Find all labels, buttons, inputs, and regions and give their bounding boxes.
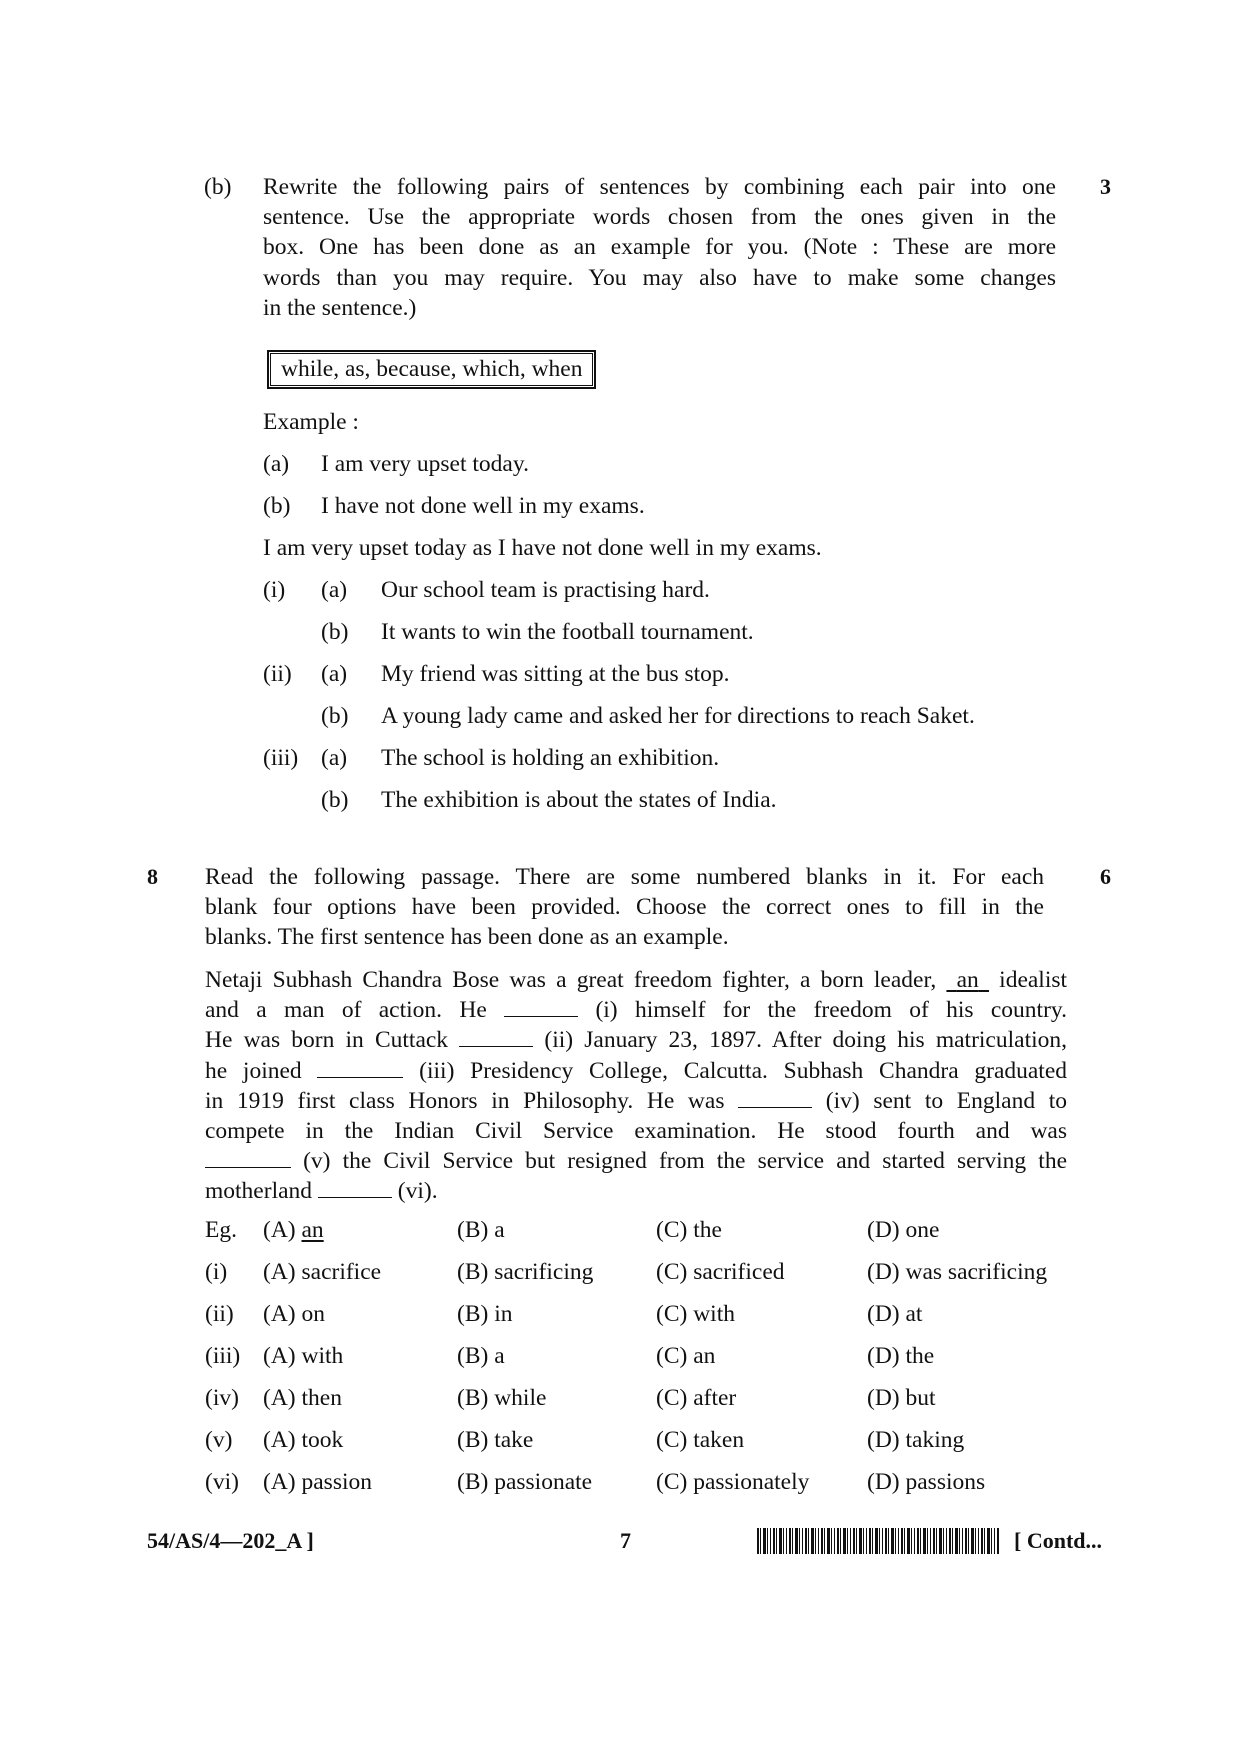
pair-b-text: The exhibition is about the states of India. (381, 787, 777, 813)
passage-text: (i) himself for the freedom of his country. (595, 997, 1068, 1024)
q7b-label: (b) (204, 174, 232, 200)
example-b-label: (b) (263, 493, 291, 519)
option-b: (B) passionate (457, 1469, 593, 1495)
option-a: (A) took (263, 1427, 344, 1453)
instruction-line: Read the following passage. There are some numbered blanks in it. For each (205, 864, 1044, 890)
page-number: 7 (620, 1528, 631, 1553)
example-answer: I am very upset today as I have not done well in my exams. (263, 535, 822, 561)
option-a: (A) an (263, 1217, 324, 1243)
option-d: (D) one (867, 1217, 940, 1243)
options-row (205, 1217, 1085, 1259)
option-b: (B) while (457, 1385, 547, 1411)
option-d: (D) was sacrificing (867, 1259, 1048, 1285)
instruction-line: box. One has been done as an example for you. (Note : These are more (263, 234, 1056, 261)
pair-a-label: (a) (321, 745, 348, 771)
option-number: (i) (205, 1259, 228, 1285)
passage-text: (vi). (397, 1178, 438, 1205)
option-a: (A) passion (263, 1469, 372, 1495)
passage-line (205, 1025, 1067, 1055)
option-number: Eg. (205, 1217, 237, 1243)
blank-iii (317, 1059, 403, 1078)
option-number: (vi) (205, 1469, 239, 1495)
example-label: Example : (263, 409, 359, 435)
passage-text: in 1919 first class Honors in Philosophy. He was (205, 1087, 725, 1114)
instruction-line: blank four options have been provided. Choose the correct ones to fill in the (205, 894, 1044, 921)
instruction-line: sentence. Use the appropriate words chosen from the ones given in the (263, 204, 1056, 231)
option-number: (ii) (205, 1301, 234, 1327)
blank-ii (459, 1028, 533, 1047)
blank-i (504, 998, 578, 1017)
option-c: (C) an (656, 1343, 716, 1369)
options-row (205, 1385, 1085, 1427)
passage-text: motherland (205, 1178, 313, 1205)
pair-number: (i) (263, 577, 286, 603)
options-table (205, 1217, 1085, 1511)
options-row (205, 1427, 1085, 1469)
pair-a-text: My friend was sitting at the bus stop. (381, 661, 730, 687)
option-c: (C) passionately (656, 1469, 810, 1495)
passage-text: and a man of action. He (205, 997, 487, 1024)
example-answer-blank: an (956, 967, 979, 993)
instruction-line: words than you may require. You may also have to make some changes (263, 264, 1056, 291)
pair-a-text: Our school team is practising hard. (381, 577, 710, 603)
passage-line: compete in the Indian Civil Service examination. He stood fourth and was (205, 1118, 1067, 1145)
q8-passage (205, 965, 1067, 1207)
blank-v (205, 1149, 291, 1168)
passage-text: idealist (999, 967, 1068, 993)
passage-line (205, 1056, 1067, 1086)
option-c: (C) after (656, 1385, 737, 1411)
passage-text: (iii) Presidency College, Calcutta. Subhash Chandra graduated (419, 1057, 1068, 1084)
option-b: (B) sacrificing (457, 1259, 594, 1285)
passage-line (205, 965, 1067, 995)
pair-number: (ii) (263, 661, 292, 687)
q8-number: 8 (147, 864, 158, 889)
pair-a-label: (a) (321, 661, 348, 687)
options-row (205, 1259, 1085, 1301)
option-a: (A) with (263, 1343, 344, 1369)
pair-a-text: The school is holding an exhibition. (381, 745, 720, 771)
passage-line (205, 1176, 1067, 1206)
option-d: (D) at (867, 1301, 923, 1327)
option-b: (B) take (457, 1427, 534, 1453)
passage-text: (v) the Civil Service but resigned from the service and started serving the (303, 1148, 1067, 1175)
option-c: (C) the (656, 1217, 722, 1243)
options-row (205, 1469, 1085, 1511)
blank-iv (738, 1089, 812, 1108)
passage-text: he joined (205, 1057, 302, 1084)
option-d: (D) passions (867, 1469, 986, 1495)
q7b-instruction (263, 172, 1056, 323)
barcode-icon (757, 1528, 999, 1554)
option-c: (C) taken (656, 1427, 745, 1453)
options-row (205, 1343, 1085, 1385)
instruction-line: Rewrite the following pairs of sentences by combining each pair into one (263, 174, 1056, 200)
passage-line (205, 1086, 1067, 1116)
option-d: (D) but (867, 1385, 936, 1411)
option-a: (A) on (263, 1301, 325, 1327)
instruction-line: blanks. The first sentence has been done as an example. (205, 924, 729, 951)
blank-vi (318, 1179, 392, 1198)
contd-label: [ Contd... (1014, 1528, 1103, 1553)
option-a: (A) sacrifice (263, 1259, 382, 1285)
pair-b-label: (b) (321, 787, 349, 813)
option-b: (B) in (457, 1301, 513, 1327)
example-b-text: I have not done well in my exams. (321, 493, 645, 519)
q8-marks: 6 (1100, 864, 1111, 889)
option-b: (B) a (457, 1343, 505, 1369)
option-number: (iv) (205, 1385, 239, 1411)
passage-line (205, 1146, 1067, 1176)
word-box: while, as, because, which, when (267, 350, 596, 389)
passage-text: Netaji Subhash Chandra Bose was a great freedom fighter, a born leader, (205, 967, 937, 993)
q7b-marks: 3 (1100, 174, 1111, 199)
option-c: (C) with (656, 1301, 735, 1327)
example-a-label: (a) (263, 451, 290, 477)
instruction-line: in the sentence.) (263, 294, 417, 321)
passage-line (205, 995, 1067, 1025)
option-number: (v) (205, 1427, 233, 1453)
pair-b-label: (b) (321, 619, 349, 645)
pair-number: (iii) (263, 745, 299, 771)
pair-b-label: (b) (321, 703, 349, 729)
option-c: (C) sacrificed (656, 1259, 785, 1285)
passage-text: He was born in Cuttack (205, 1027, 449, 1054)
pair-b-text: It wants to win the football tournament. (381, 619, 754, 645)
pair-b-text: A young lady came and asked her for directions to reach Saket. (381, 703, 975, 729)
options-row (205, 1301, 1085, 1343)
passage-text: (iv) sent to England to (825, 1087, 1067, 1114)
passage-text: (ii) January 23, 1897. After doing his matriculation, (544, 1027, 1068, 1054)
option-a: (A) then (263, 1385, 342, 1411)
q8-instruction (205, 862, 1044, 953)
option-number: (iii) (205, 1343, 241, 1369)
pair-a-label: (a) (321, 577, 348, 603)
option-b: (B) a (457, 1217, 505, 1243)
option-d: (D) taking (867, 1427, 965, 1453)
paper-code: 54/AS/4—202_A ] (147, 1528, 314, 1553)
option-d: (D) the (867, 1343, 935, 1369)
example-a-text: I am very upset today. (321, 451, 529, 477)
